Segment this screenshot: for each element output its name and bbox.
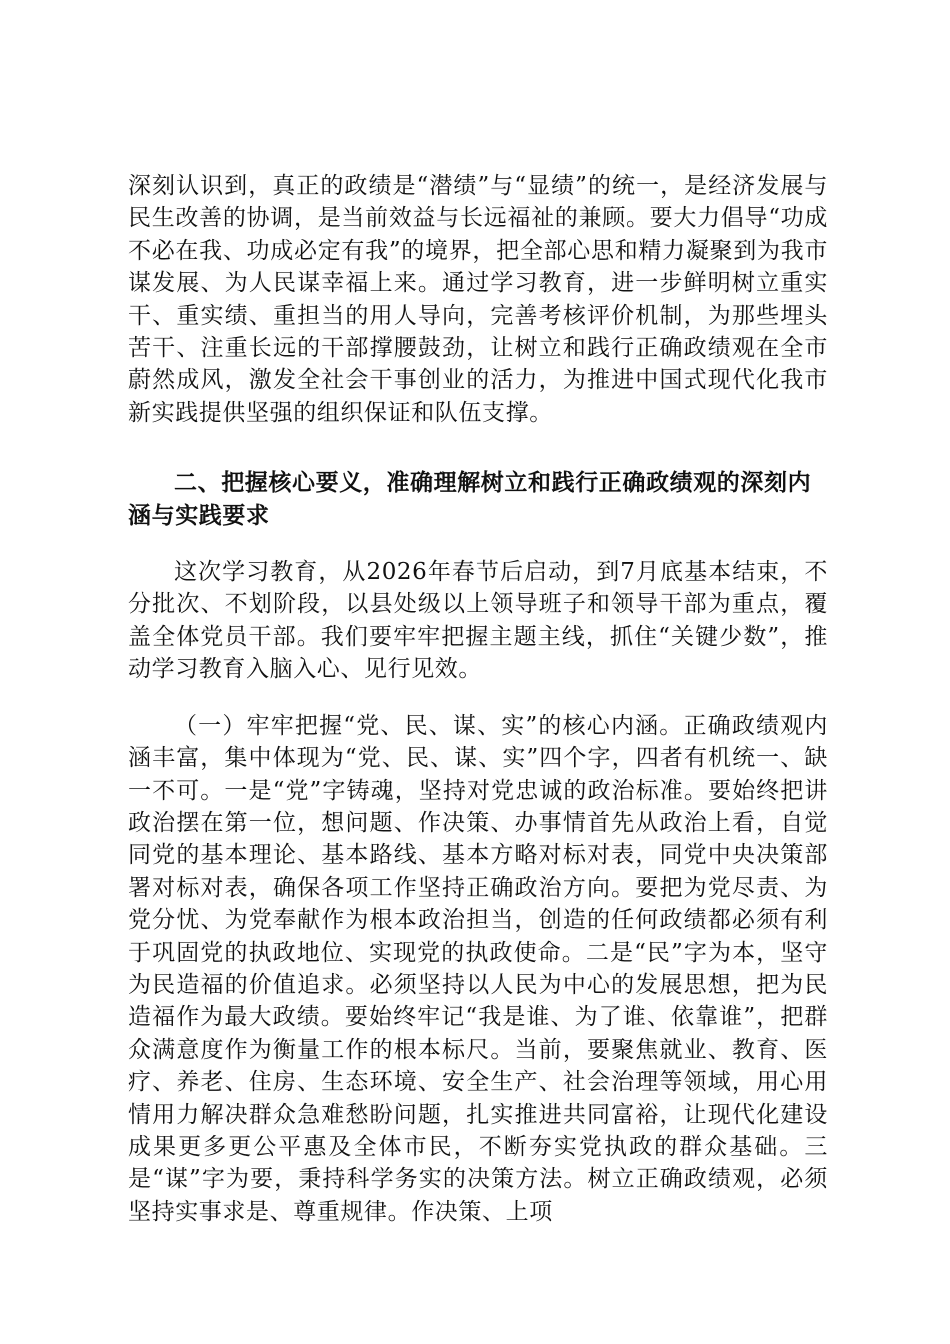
spacer [128, 686, 828, 710]
document-page [128, 170, 828, 1228]
spacer [128, 429, 828, 467]
spacer [128, 532, 828, 556]
body-paragraph: 这次学习教育，从2026年春节后启动，到7月底基本结束，不分批次、不划阶段，以县处级以上领导班子和领导干部为重点，覆盖全体党员干部。我们要牢牢把握主题主线，抓住“关键少数”，推动学习教育入脑入心、见行见效。 [128, 559, 828, 683]
body-paragraph: （一）牢牢把握“党、民、谋、实”的核心内涵。正确政绩观内涵丰富，集中体现为“党、民、谋、实”四个字，四者有机统一、缺一不可。一是“党”字铸魂，坚持对党忠诚的政治标准。要始终把讲政治摆在第一位，想问题、作决策、办事情首先从政治上看，自觉同党的基本理论、基本路线、基本方略对标对表，同党中央决策部署对标对表，确保各项工作坚持正确政治方向。要把为党尽责、为党分忧、为党奉献作为根本政治担当，创造的任何政绩都必须有利于巩固党的执政地位、实现党的执政使命。二是“民”字为本，坚守为民造福的价值追求。必须坚持以人民为中心的发展思想，把为民造福作为最大政绩。要始终牢记“我是谁、为了谁、依靠谁”，把群众满意度作为衡量工作的根本标尺。当前，要聚焦就业、教育、医疗、养老、住房、生态环境、安全生产、社会治理等领域，用心用情用力解决群众急难愁盼问题，扎实推进共同富裕，让现代化建设成果更多更公平惠及全体市民，不断夯实党执政的群众基础。三是“谋”字为要，秉持科学务实的决策方法。树立正确政绩观，必须坚持实事求是、尊重规律。作决策、上项 [128, 712, 828, 1225]
section-heading: 二、把握核心要义，准确理解树立和践行正确政绩观的深刻内涵与实践要求 [128, 470, 812, 529]
body-paragraph: 深刻认识到，真正的政绩是“潜绩”与“显绩”的统一，是经济发展与民生改善的协调，是当前效益与长远福祉的兼顾。要大力倡导“功成不必在我、功成必定有我”的境界，把全部心思和精力凝聚到为我市谋发展、为人民谋幸福上来。通过学习教育，进一步鲜明树立重实干、重实绩、重担当的用人导向，完善考核评价机制，为那些埋头苦干、注重长远的干部撑腰鼓劲，让树立和践行正确政绩观在全市蔚然成风，激发全社会干事创业的活力，为推进中国式现代化我市新实践提供坚强的组织保证和队伍支撑。 [128, 173, 828, 426]
